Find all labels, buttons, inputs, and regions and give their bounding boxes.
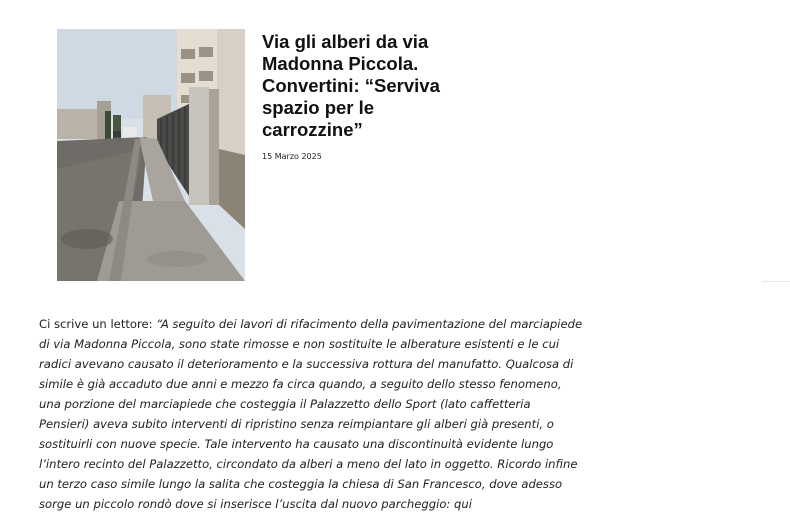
article-date: 15 Marzo 2025: [262, 152, 322, 161]
article-body: [39, 314, 584, 514]
article-image[interactable]: [57, 29, 245, 281]
article-body-quote: “A seguito dei lavori di rifacimento della pavimentazione del marciapiede di via Madonna Piccola, sono state rimosse e non sostituite le alberature esistenti e le cui radici avevano causato il deterioramento e la successiva rottura del manufatto. Qualcosa di simile è già accaduto due anni e mezzo fa circa quando, a seguito dello stesso fenomeno, una porzione del marciapiede che costeggia il Palazzetto dello Sport (lato caffetteria Pensieri) aveva subito interventi di ripristino senza reimpiantare gli alberi già presenti, o sostituirli con nuove specie. Tale intervento ha causato una discontinuità evidente lungo l’intero recinto del Palazzetto, circondato da alberi a meno del lato in oggetto. Ricordo infine un terzo caso simile lungo la salita che costeggia la chiesa di San Francesco, dove adesso sorge un piccolo rondò dove si inserisce l’uscita dal nuovo parcheggio: qui: [39, 317, 583, 511]
divider: [762, 281, 790, 282]
article-title[interactable]: Via gli alberi da via Madonna Piccola. Convertini: “Serviva spazio per le carrozzine”: [262, 31, 440, 140]
article-body-lead: Ci scrive un lettore:: [39, 317, 157, 331]
street-photo: [57, 29, 245, 281]
